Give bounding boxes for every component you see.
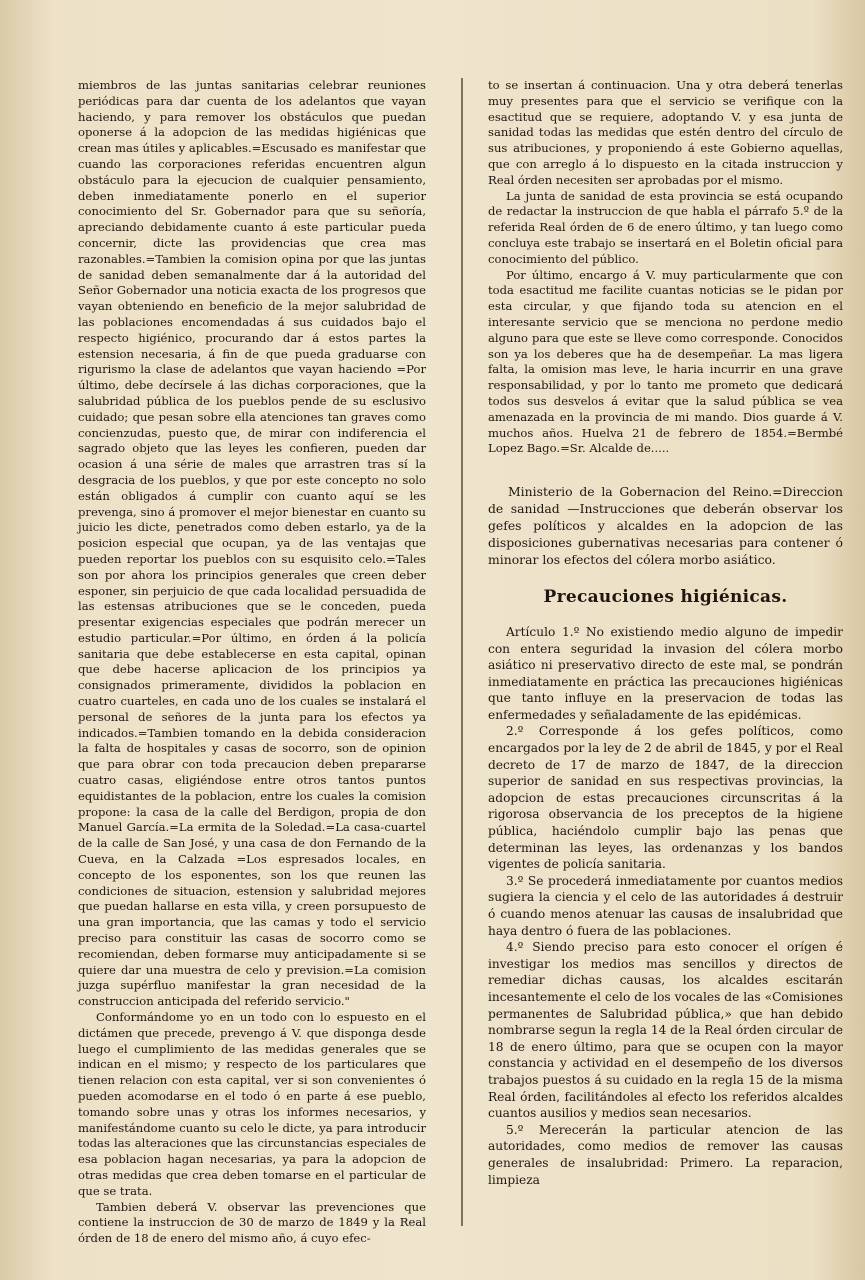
ministry-notice: Ministerio de la Gobernacion del Reino.=Direccion de sanidad —Instrucciones que deberán observar los gefes políticos y alcaldes en la adopcion de las disposiciones gubernativas necesarias para contener ó minorar los efectos del cólera morbo asiático. bbox=[488, 484, 843, 568]
article-1: Artículo 1.º No existiendo medio alguno de impedir con entera seguridad la invasion del cólera morbo asiático ni preservativo directo de este mal, se pondrán inmediatamente en práctica las precauciones higiénicas que tanto influye en la preservacion de todas las enfermedades y señaladamente de las epidémicas. bbox=[488, 624, 843, 722]
article-3: 3.º Se procederá inmediatamente por cuantos medios sugiera la ciencia y el celo de las autoridades á destruir ó cuando menos atenuar las causas de insalubridad que haya dentro ó fuera de las poblaciones. bbox=[488, 873, 843, 938]
continuation-paragraph: to se insertan á continuacion. Una y otra deberá tenerlas muy presentes para que el servicio se verifique con la esactitud que se requiere, adoptando V. y esa junta de sanidad todas las medidas que estén dentro del círculo de sus atribuciones, y proponiendo á este Gobierno aquellas, que con arreglo á lo dispuesto en la citada instruccion y Real órden necesiten ser aprobadas por el mismo. bbox=[488, 78, 843, 187]
provincial-board-paragraph: La junta de sanidad de esta provincia se está ocupando de redactar la instruccion de que habla el párrafo 5.º de la referida Real órden de 6 de enero último, y tan luego como concluya este trabajo se insertará en el Boletin oficial para conocimiento del público. bbox=[488, 188, 843, 266]
left-column bbox=[78, 78, 426, 1247]
section-title: Precauciones higiénicas. bbox=[543, 587, 788, 608]
commission-report-paragraph: miembros de las juntas sanitarias celebrar reuniones periódicas para dar cuenta de los adelantos que vayan haciendo, y para remover los obstáculos que puedan oponerse á la adopcion de las medidas higiénicas que crean mas útiles y aplicables.=Escusado es manifestar que cuando las corporaciones referidas encuentren algun obstáculo para la ejecucion de cualquier pensamiento, deben inmediatamente ponerlo en el superior conocimiento del Sr. Gobernador para que su señoría, apreciando debidamente cuanto á este particular pueda concernir, dicte las providencias que crea mas razonables.=Tambien la comision opina por que las juntas de sanidad deben semanalmente dar á la autoridad del Señor Gobernador una noticia exacta de los progresos que vayan obteniendo en beneficio de la mejor salubridad de las poblaciones encomendadas á sus cuidados bajo el respecto higiénico, procurando dar á estos partes la estension necesaria, á fin de que pueda graduarse con rigurismo la clase de adelantos que vayan haciendo =Por último, debe decírsele á las dichas corporaciones, que la salubridad pública de los pueblos pende de su esclusivo cuidado; que pesan sobre ella atenciones tan graves como concienzudas, puesto que, de mirar con indiferencia el sagrado objeto que las leyes les confieren, pueden dar ocasion á una série de males que arrastren tras sí la desgracia de los pueblos, y que por este concepto no solo están obligados á cumplir con cuanto aquí se les prevenga, sino á promover el mejor bienestar en cuanto su juicio les dicte, penetrados como deben estarlo, ya de la posicion especial que ocupan, ya de las ventajas que pueden reportar los pueblos con su esquisito celo.=Tales son por ahora los principios generales que creen deber esponer, sin perjuicio de que cada localidad persuadida de las estensas atribuciones que se le conceden, pueda presentar exigencias especiales que podrán merecer un estudio particular.=Por último, en órden á la policía sanitaria que debe establecerse en esta capital, opinan que debe hacerse aplicacion de los principios ya consignados primeramente, divididos la poblacion en cuatro cuarteles, en cada uno de los cuales se instalará el personal de señores de la junta para los efectos ya indicados.=Tambien tomando en la debida consideracion la falta de hospitales y casas de socorro, son de opinion que para obrar con toda precaucion deben prepararse cuatro casas, eligiéndose entre otros tantos puntos equidistantes de la poblacion, entre los cuales la comision propone: la casa de la calle del Berdigon, propia de don Manuel García.=La ermita de la Soledad.=La casa-cuartel de la calle de San José, y una casa de don Fernando de la Cueva, en la Calzada =Los espresados locales, en concepto de los esponentes, son los que reunen las condiciones de situacion, estension y salubridad mejores que puedan hallarse en esta villa, y creen porsupuesto de una gran importancia, que las camas y todo el servicio preciso para constituir las casas de socorro como se recomiendan, deben formarse muy anticipadamente si se quiere dar una muestra de celo y prevision.=La comision juzga supérfluo manifestar la gran necesidad de la construccion anticipada del referido servicio." bbox=[78, 78, 426, 1009]
governor-instruction-paragraph: Conformándome yo en un todo con lo espuesto en el dictámen que precede, prevengo á V. que disponga desde luego el cumplimiento de las medidas generales que se indican en el mismo; y respecto de los particulares que tienen relacion con esta capital, ver si son convenientes ó pueden acomodarse en el todo ó en parte á ese pueblo, tomando sobre unas y otras los informes necesarios, y manifestándome cuanto su celo le dicte, ya para introducir todas las alteraciones que las circunstancias especiales de esa poblacion hagan necesarias, ya para la adopcion de otras medidas que crea deben tomarse en el particular de que se trata. bbox=[78, 1010, 426, 1198]
right-column bbox=[488, 78, 843, 1188]
closing-paragraph: Por último, encargo á V. muy particularmente que con toda esactitud me facilite cuantas noticias se le pidan por esta circular, y que fijando toda su atencion en el interesante servicio que se menciona no perdone medio alguno para que este se lleve como corresponde. Conocidos son ya los deberes que ha de desempeñar. La mas ligera falta, la omision mas leve, le haria incurrir en una grave responsabilidad, y por lo tanto me prometo que dedicará todos sus desvelos á evitar que la salud pública se vea amenazada en la provincia de mi mando. Dios guarde á V. muchos años. Huelva 21 de febrero de 1854.=Bermbé Lopez Bago.=Sr. Alcalde de..... bbox=[488, 267, 843, 456]
observance-paragraph: Tambien deberá V. observar las prevenciones que contiene la instruccion de 30 de marzo de 1849 y la Real órden de 18 de enero del mismo año, á cuyo efec- bbox=[78, 1199, 426, 1246]
article-4: 4.º Siendo preciso para esto conocer el orígen é investigar los medios mas sencillos y directos de remediar dichas causas, los alcaldes escitarán incesantemente el celo de los vocales de las «Comisiones permanentes de Salubridad pública,» que han debido nombrarse segun la regla 14 de la Real órden circular de 18 de enero último, para que se ocupen con la mayor constancia y actividad en el desempeño de los diversos trabajos puestos á su cuidado en la regla 15 de la misma Real órden, facilitándoles al efecto los referidos alcaldes cuantos ausilios y medios sean necesarios. bbox=[488, 940, 843, 1121]
article-2: 2.º Corresponde á los gefes políticos, como encargados por la ley de 2 de abril de 1845, y por el Real decreto de 17 de marzo de 1847, de la direccion superior de sanidad en sus respectivas provincias, la adopcion de estas precauciones circunscritas á la rigorosa observancia de los preceptos de la higiene pública, haciéndolo cumplir bajo las penas que determinan las leyes, las ordenanzas y los bandos vigentes de policía sanitaria. bbox=[488, 724, 843, 872]
article-5: 5.º Merecerán la particular atencion de las autoridades, como medios de remover las causas generales de insalubridad: Primero. La reparacion, limpieza bbox=[488, 1122, 843, 1187]
column-divider bbox=[461, 78, 463, 1226]
